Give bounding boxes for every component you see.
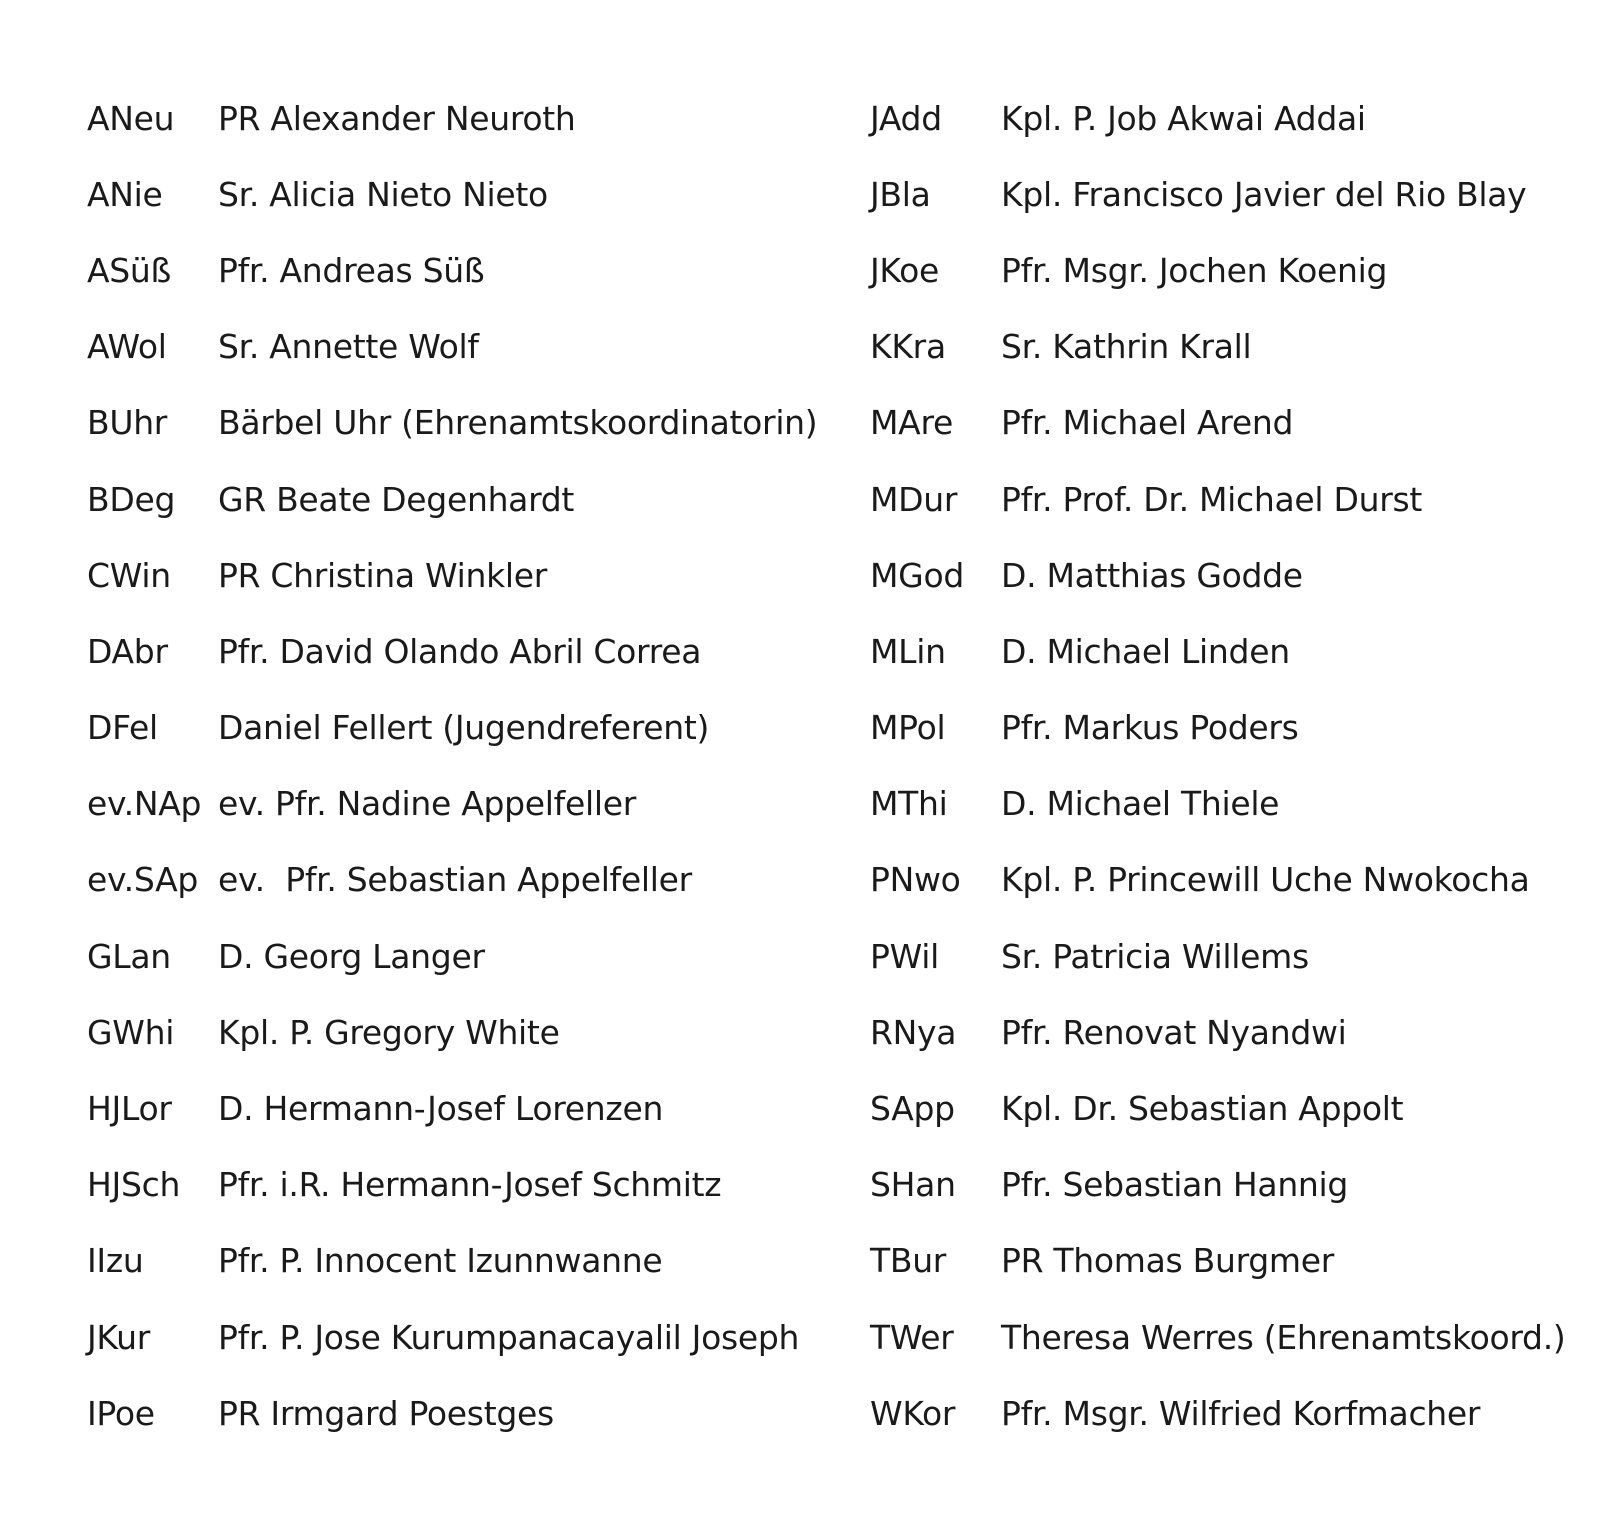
person-name: D. Georg Langer — [218, 936, 485, 976]
list-item — [87, 309, 827, 385]
abbreviation: DFel — [87, 708, 158, 748]
list-item — [870, 156, 1570, 232]
list-item — [87, 842, 827, 918]
abbreviation: ANie — [87, 174, 163, 214]
abbreviation: ASüß — [87, 250, 172, 290]
list-item — [87, 385, 827, 461]
abbreviation: BUhr — [87, 403, 168, 443]
person-name: Kpl. Francisco Javier del Rio Blay — [1001, 174, 1527, 214]
person-name: Pfr. Msgr. Jochen Koenig — [1001, 250, 1388, 290]
person-name: PR Alexander Neuroth — [218, 98, 576, 138]
person-name: Pfr. David Olando Abril Correa — [218, 631, 702, 671]
abbreviation: JBla — [870, 174, 931, 214]
person-name: D. Michael Thiele — [1001, 784, 1280, 824]
abbreviation: HJLor — [87, 1089, 172, 1129]
person-name: Sr. Kathrin Krall — [1001, 327, 1252, 367]
abbreviation: WKor — [870, 1393, 956, 1433]
abbreviation: MAre — [870, 403, 953, 443]
list-item — [87, 994, 827, 1070]
person-name: Sr. Annette Wolf — [218, 327, 479, 367]
person-name: Daniel Fellert (Jugendreferent) — [218, 708, 710, 748]
list-item — [87, 80, 827, 156]
person-name: Sr. Patricia Willems — [1001, 936, 1309, 976]
person-name: PR Thomas Burgmer — [1001, 1241, 1335, 1281]
list-item — [870, 1299, 1570, 1375]
abbreviation: SApp — [870, 1089, 955, 1129]
list-item — [87, 537, 827, 613]
abbreviation: IIzu — [87, 1241, 144, 1281]
abbreviation: IPoe — [87, 1393, 155, 1433]
abbreviation: ANeu — [87, 98, 175, 138]
list-item — [87, 1070, 827, 1146]
person-name: Pfr. i.R. Hermann-Josef Schmitz — [218, 1165, 722, 1205]
abbreviation: MDur — [870, 479, 958, 519]
person-name: Pfr. Michael Arend — [1001, 403, 1294, 443]
list-item — [87, 690, 827, 766]
person-name: D. Matthias Godde — [1001, 555, 1303, 595]
person-name: Kpl. P. Princewill Uche Nwokocha — [1001, 860, 1530, 900]
list-item — [870, 842, 1570, 918]
list-item — [870, 1375, 1570, 1451]
list-item — [870, 232, 1570, 308]
list-item — [870, 766, 1570, 842]
abbreviation: DAbr — [87, 631, 168, 671]
person-name: PR Christina Winkler — [218, 555, 548, 595]
person-name: Pfr. Msgr. Wilfried Korfmacher — [1001, 1393, 1481, 1433]
abbreviation: JKur — [87, 1317, 151, 1357]
list-item — [870, 385, 1570, 461]
abbreviation: MGod — [870, 555, 964, 595]
abbreviation: GLan — [87, 936, 171, 976]
abbreviation: CWin — [87, 555, 171, 595]
list-item — [87, 613, 827, 689]
person-name: D. Michael Linden — [1001, 631, 1290, 671]
abbreviation-list-right — [870, 80, 1570, 1451]
person-name: Pfr. Andreas Süß — [218, 250, 485, 290]
list-item — [870, 994, 1570, 1070]
abbreviation: TBur — [870, 1241, 947, 1281]
list-item — [870, 918, 1570, 994]
abbreviation: HJSch — [87, 1165, 181, 1205]
abbreviation: JKoe — [870, 250, 940, 290]
abbreviation: RNya — [870, 1012, 957, 1052]
person-name: Kpl. Dr. Sebastian Appolt — [1001, 1089, 1404, 1129]
person-name: Pfr. Sebastian Hannig — [1001, 1165, 1349, 1205]
abbreviation: BDeg — [87, 479, 176, 519]
person-name: ev. Pfr. Nadine Appelfeller — [218, 784, 636, 824]
list-item — [870, 613, 1570, 689]
abbreviation: PNwo — [870, 860, 961, 900]
person-name: PR Irmgard Poestges — [218, 1393, 554, 1433]
abbreviation: PWil — [870, 936, 939, 976]
person-name: Kpl. P. Job Akwai Addai — [1001, 98, 1366, 138]
abbreviation: MLin — [870, 631, 946, 671]
list-item — [870, 537, 1570, 613]
abbreviation: MThi — [870, 784, 948, 824]
list-item — [87, 156, 827, 232]
abbreviation-list-left — [87, 80, 827, 1451]
person-name: Pfr. Renovat Nyandwi — [1001, 1012, 1347, 1052]
abbreviation: ev.SAp — [87, 860, 199, 900]
abbreviation: ev.NAp — [87, 784, 202, 824]
abbreviation: GWhi — [87, 1012, 175, 1052]
person-name: Pfr. P. Jose Kurumpanacayalil Joseph — [218, 1317, 800, 1357]
abbreviation: SHan — [870, 1165, 956, 1205]
list-item — [87, 766, 827, 842]
list-item — [87, 918, 827, 994]
person-name: Theresa Werres (Ehrenamtskoord.) — [1001, 1317, 1566, 1357]
list-item — [870, 1223, 1570, 1299]
list-item — [870, 690, 1570, 766]
person-name: Bärbel Uhr (Ehrenamtskoordinatorin) — [218, 403, 818, 443]
list-item — [87, 232, 827, 308]
list-item — [870, 80, 1570, 156]
list-item — [870, 461, 1570, 537]
abbreviation: TWer — [870, 1317, 954, 1357]
person-name: Sr. Alicia Nieto Nieto — [218, 174, 548, 214]
abbreviation: MPol — [870, 708, 946, 748]
person-name: Pfr. P. Innocent Izunnwanne — [218, 1241, 663, 1281]
list-item — [870, 1147, 1570, 1223]
abbreviation: AWol — [87, 327, 167, 367]
list-item — [87, 1223, 827, 1299]
list-item — [87, 1299, 827, 1375]
person-name: Pfr. Markus Poders — [1001, 708, 1299, 748]
person-name: Pfr. Prof. Dr. Michael Durst — [1001, 479, 1423, 519]
person-name: D. Hermann-Josef Lorenzen — [218, 1089, 664, 1129]
list-item — [87, 1147, 827, 1223]
list-item — [870, 309, 1570, 385]
list-item — [870, 1070, 1570, 1146]
abbreviation: JAdd — [870, 98, 942, 138]
list-item — [87, 461, 827, 537]
list-item — [87, 1375, 827, 1451]
abbreviation: KKra — [870, 327, 946, 367]
person-name: Kpl. P. Gregory White — [218, 1012, 560, 1052]
person-name: ev. Pfr. Sebastian Appelfeller — [218, 860, 692, 900]
person-name: GR Beate Degenhardt — [218, 479, 575, 519]
